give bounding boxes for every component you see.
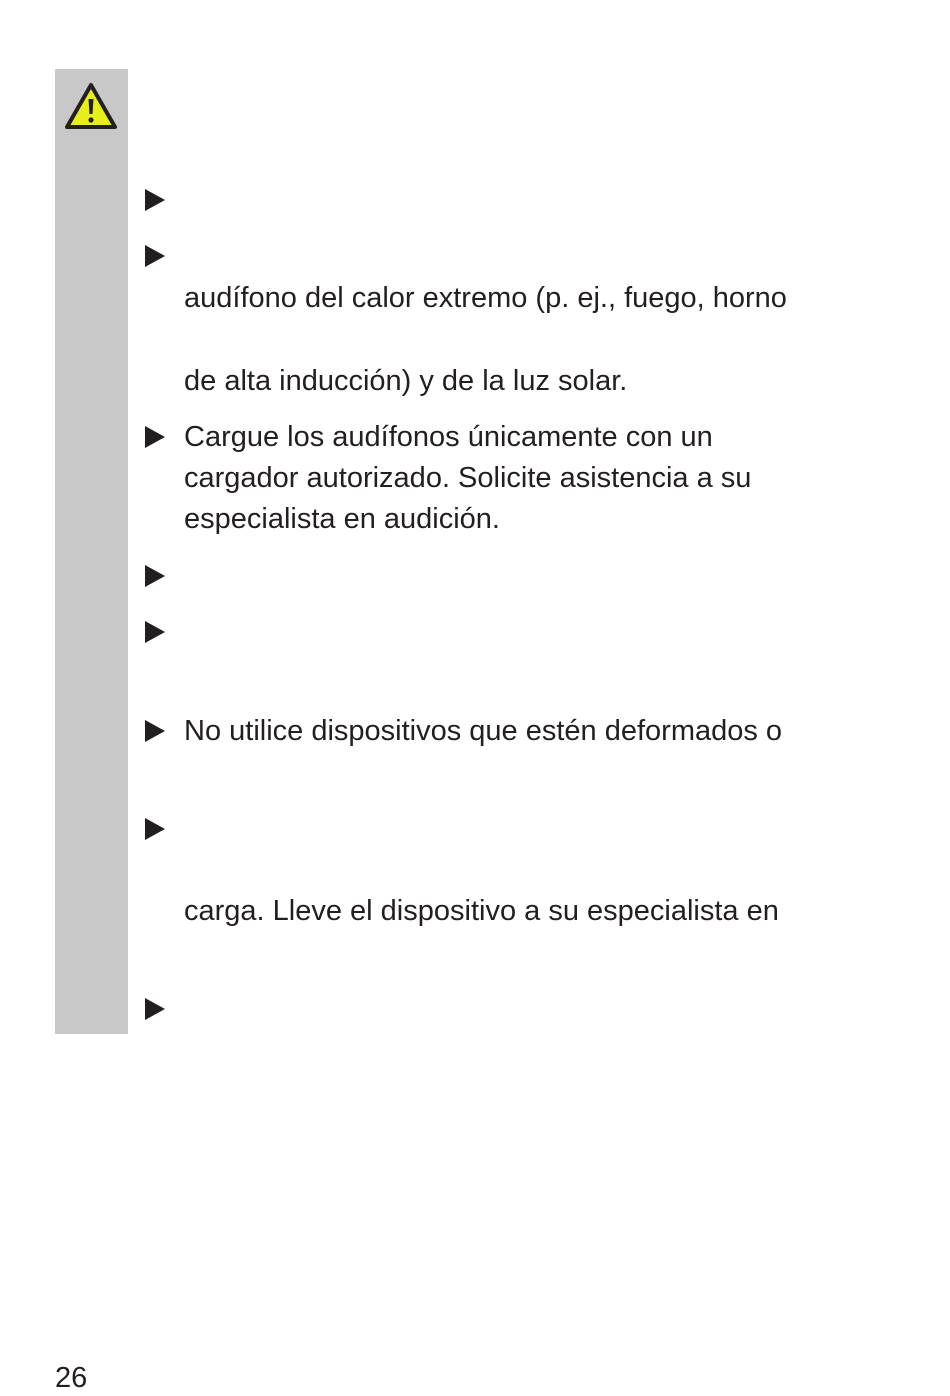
bullet-arrow-icon (145, 621, 165, 643)
warning-text-line: carga. Lleve el dispositivo a su especialista en (184, 895, 779, 927)
bullet-arrow-icon (145, 818, 165, 840)
warning-sidebar (55, 69, 128, 1034)
bullet-arrow-icon (145, 189, 165, 211)
warning-text-line: cargador autorizado. Solicite asistencia a su (184, 462, 752, 494)
warning-text-line: No utilice dispositivos que estén deformados o (184, 715, 783, 747)
bullet-arrow-icon (145, 998, 165, 1020)
warning-text-line: audífono del calor extremo (p. ej., fuego, horno (184, 282, 787, 314)
page-number: 26 (55, 1362, 88, 1394)
warning-text-line: Cargue los audífonos únicamente con un (184, 421, 713, 453)
bullet-arrow-icon (145, 245, 165, 267)
warning-triangle-icon (64, 82, 118, 130)
bullet-arrow-icon (145, 565, 165, 587)
bullet-arrow-icon (145, 426, 165, 448)
warning-text-line: de alta inducción) y de la luz solar. (184, 365, 628, 397)
bullet-arrow-icon (145, 720, 165, 742)
warning-text-line: especialista en audición. (184, 503, 500, 535)
